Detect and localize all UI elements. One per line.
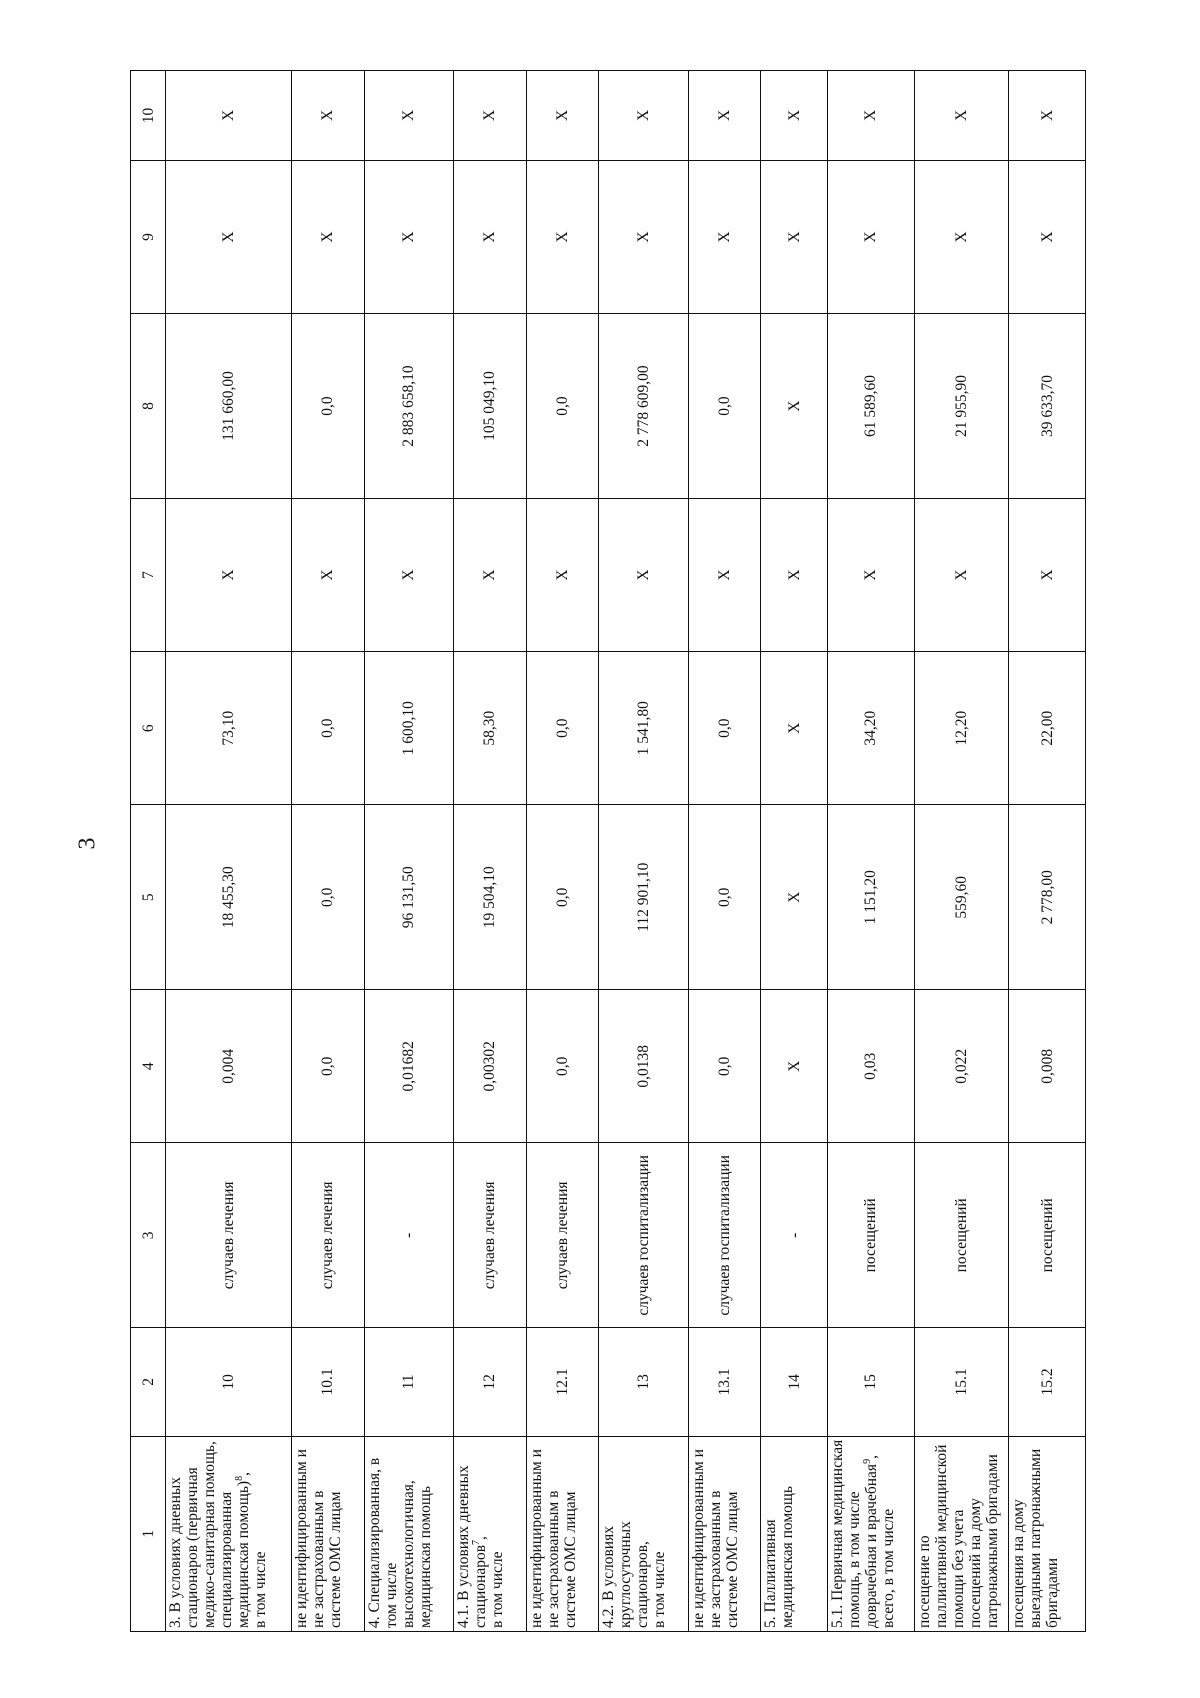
page-number: 3 bbox=[74, 837, 101, 850]
table-cell-col-5: 0,0 bbox=[526, 805, 599, 990]
row-label-cell bbox=[1009, 1436, 1086, 1631]
table-cell-col-7: Х bbox=[761, 498, 827, 651]
table-row bbox=[166, 71, 292, 1632]
table-cell-col-9: Х bbox=[526, 160, 599, 313]
table-cell-col-8: 0,0 bbox=[526, 314, 599, 499]
footnote-ref: 8 bbox=[233, 1475, 245, 1481]
row-label-cell bbox=[291, 1436, 364, 1631]
table-cell-col-2: 11 bbox=[364, 1328, 454, 1436]
table-cell-col-4: 0,004 bbox=[166, 990, 292, 1143]
table-cell-col-8: 61 589,60 bbox=[827, 314, 915, 499]
table-cell-col-3: случаев госпитализации bbox=[599, 1143, 689, 1328]
table-cell-col-10: Х bbox=[291, 71, 364, 161]
table-cell-col-9: Х bbox=[915, 160, 1009, 313]
table-cell-col-6: 73,10 bbox=[166, 652, 292, 805]
table-cell-col-7: Х bbox=[454, 498, 527, 651]
table-cell-col-6: 12,20 bbox=[915, 652, 1009, 805]
table-cell-col-6: 58,30 bbox=[454, 652, 527, 805]
table-cell-col-4: 0,00302 bbox=[454, 990, 527, 1143]
table-cell-col-10: Х bbox=[1009, 71, 1086, 161]
table-cell-col-2: 14 bbox=[761, 1328, 827, 1436]
row-label-cell bbox=[827, 1436, 915, 1631]
table-row bbox=[1009, 71, 1086, 1632]
table-cell-col-6: 0,0 bbox=[526, 652, 599, 805]
row-label: 3. В условиях дневных стационаров (первичная медико-санитарная помощь, специализированная медицинская помощь) bbox=[167, 1441, 252, 1628]
row-label: 4.1. В условиях дневных стационаров bbox=[455, 1465, 490, 1628]
table-cell-col-7: Х bbox=[688, 498, 761, 651]
table-cell-col-7: Х bbox=[1009, 498, 1086, 651]
table-cell-col-4: 0,01682 bbox=[364, 990, 454, 1143]
table-row bbox=[291, 71, 364, 1632]
column-header-1: 1 bbox=[131, 1436, 166, 1631]
table-cell-col-8: 0,0 bbox=[291, 314, 364, 499]
table-cell-col-3: посещений bbox=[827, 1143, 915, 1328]
table-cell-col-8: 21 955,90 bbox=[915, 314, 1009, 499]
row-label: 4.2. В условиях круглосуточных стационаров, bbox=[600, 1521, 652, 1628]
row-label: не идентифицированным и не застрахованным в системе ОМС лицам bbox=[689, 1449, 741, 1628]
row-label-cell bbox=[599, 1436, 689, 1631]
table-cell-col-10: Х bbox=[454, 71, 527, 161]
table-cell-col-8: 2 778 609,00 bbox=[599, 314, 689, 499]
table-cell-col-6: Х bbox=[761, 652, 827, 805]
column-header-4: 4 bbox=[131, 990, 166, 1143]
table-cell-col-10: Х bbox=[364, 71, 454, 161]
table-cell-col-5: 1 151,20 bbox=[827, 805, 915, 990]
table-cell-col-6: 1 541,80 bbox=[599, 652, 689, 805]
table-cell-col-5: 2 778,00 bbox=[1009, 805, 1086, 990]
table-cell-col-6: 0,0 bbox=[291, 652, 364, 805]
table-cell-col-5: 0,0 bbox=[291, 805, 364, 990]
table-cell-col-5: 96 131,50 bbox=[364, 805, 454, 990]
table-cell-col-7: Х bbox=[364, 498, 454, 651]
table-cell-col-5: 112 901,10 bbox=[599, 805, 689, 990]
table-row bbox=[688, 71, 761, 1632]
row-label-cell bbox=[915, 1436, 1009, 1631]
column-header-8: 8 bbox=[131, 314, 166, 499]
table-cell-col-3: случаев лечения bbox=[526, 1143, 599, 1328]
column-header-7: 7 bbox=[131, 498, 166, 651]
table-cell-col-5: 18 455,30 bbox=[166, 805, 292, 990]
table-row bbox=[599, 71, 689, 1632]
table-cell-col-9: Х bbox=[688, 160, 761, 313]
table-cell-col-6: 22,00 bbox=[1009, 652, 1086, 805]
row-label-cell bbox=[688, 1436, 761, 1631]
table-cell-col-10: Х bbox=[526, 71, 599, 161]
table-cell-col-6: 0,0 bbox=[688, 652, 761, 805]
table-cell-col-3: - bbox=[761, 1143, 827, 1328]
table-cell-col-9: Х bbox=[1009, 160, 1086, 313]
table-row bbox=[827, 71, 915, 1632]
table-cell-col-2: 10 bbox=[166, 1328, 292, 1436]
row-label: посещения на дому выездными патронажными бригадами bbox=[1010, 1448, 1062, 1628]
table-cell-col-8: 131 660,00 bbox=[166, 314, 292, 499]
table-cell-col-9: Х bbox=[364, 160, 454, 313]
header-row bbox=[131, 71, 166, 1632]
table-row bbox=[526, 71, 599, 1632]
column-header-10: 10 bbox=[131, 71, 166, 161]
table-cell-col-2: 10.1 bbox=[291, 1328, 364, 1436]
table-cell-col-10: Х bbox=[915, 71, 1009, 161]
row-label-cell bbox=[364, 1436, 454, 1631]
row-label: 5.1. Первичная медицинская помощь, в том числе доврачебная и врачебная bbox=[828, 1439, 880, 1628]
table-cell-col-6: 34,20 bbox=[827, 652, 915, 805]
table-cell-col-4: 0,022 bbox=[915, 990, 1009, 1143]
table-cell-col-7: Х bbox=[599, 498, 689, 651]
row-label-suffix: , bbox=[235, 1472, 252, 1476]
table-cell-col-2: 15.2 bbox=[1009, 1328, 1086, 1436]
table-cell-col-3: случаев госпитализации bbox=[688, 1143, 761, 1328]
rotated-table-container bbox=[130, 70, 1086, 1632]
row-label-cell bbox=[166, 1436, 292, 1631]
table-cell-col-7: Х bbox=[166, 498, 292, 651]
row-label-cell bbox=[761, 1436, 827, 1631]
table-cell-col-8: 2 883 658,10 bbox=[364, 314, 454, 499]
row-label-suffix: , bbox=[862, 1455, 880, 1459]
table-cell-col-2: 15 bbox=[827, 1328, 915, 1436]
table-cell-col-2: 12.1 bbox=[526, 1328, 599, 1436]
row-label-tail: всего, в том числе bbox=[879, 1508, 897, 1628]
table-row bbox=[761, 71, 827, 1632]
table-cell-col-9: Х bbox=[454, 160, 527, 313]
table-cell-col-8: 0,0 bbox=[688, 314, 761, 499]
row-label-tail: в том числе bbox=[651, 1551, 669, 1628]
row-label-tail: в том числе bbox=[252, 1551, 269, 1628]
table-cell-col-8: Х bbox=[761, 314, 827, 499]
column-header-6: 6 bbox=[131, 652, 166, 805]
row-label-cell bbox=[526, 1436, 599, 1631]
row-label-suffix: , bbox=[472, 1536, 490, 1540]
data-table bbox=[130, 70, 1086, 1632]
table-cell-col-10: Х bbox=[599, 71, 689, 161]
table-cell-col-4: 0,0 bbox=[291, 990, 364, 1143]
table-cell-col-5: 0,0 bbox=[688, 805, 761, 990]
table-cell-col-10: Х bbox=[166, 71, 292, 161]
row-label: не идентифицированным и не застрахованным в системе ОМС лицам bbox=[292, 1449, 344, 1628]
table-cell-col-4: Х bbox=[761, 990, 827, 1143]
table-cell-col-2: 15.1 bbox=[915, 1328, 1009, 1436]
table-cell-col-9: Х bbox=[291, 160, 364, 313]
table-cell-col-7: Х bbox=[915, 498, 1009, 651]
table-cell-col-7: Х bbox=[291, 498, 364, 651]
footnote-ref: 7 bbox=[470, 1539, 482, 1545]
table-cell-col-3: случаев лечения bbox=[166, 1143, 292, 1328]
table-cell-col-4: 0,03 bbox=[827, 990, 915, 1143]
column-header-2: 2 bbox=[131, 1328, 166, 1436]
table-cell-col-3: случаев лечения bbox=[454, 1143, 527, 1328]
row-label: посещение по паллиативной медицинской помощи без учета посещений на дому патронажными бригадами bbox=[916, 1444, 1002, 1628]
table-cell-col-5: 559,60 bbox=[915, 805, 1009, 990]
table-cell-col-2: 13 bbox=[599, 1328, 689, 1436]
row-label-cell bbox=[454, 1436, 527, 1631]
table-cell-col-3: - bbox=[364, 1143, 454, 1328]
table-row bbox=[364, 71, 454, 1632]
table-cell-col-5: Х bbox=[761, 805, 827, 990]
table-cell-col-3: посещений bbox=[915, 1143, 1009, 1328]
table-cell-col-4: 0,0138 bbox=[599, 990, 689, 1143]
row-label: 4. Специализированная, в том числе высокотехнологичная, медицинская помощь bbox=[365, 1457, 434, 1628]
column-header-3: 3 bbox=[131, 1143, 166, 1328]
table-cell-col-2: 12 bbox=[454, 1328, 527, 1436]
table-cell-col-3: случаев лечения bbox=[291, 1143, 364, 1328]
column-header-9: 9 bbox=[131, 160, 166, 313]
table-row bbox=[454, 71, 527, 1632]
table-cell-col-8: 105 049,10 bbox=[454, 314, 527, 499]
table-cell-col-9: Х bbox=[761, 160, 827, 313]
table-cell-col-2: 13.1 bbox=[688, 1328, 761, 1436]
row-label: не идентифицированным и не застрахованным в системе ОМС лицам bbox=[527, 1449, 579, 1628]
table-cell-col-3: посещений bbox=[1009, 1143, 1086, 1328]
table-cell-col-5: 19 504,10 bbox=[454, 805, 527, 990]
table-cell-col-9: Х bbox=[827, 160, 915, 313]
footnote-ref: 9 bbox=[861, 1458, 873, 1464]
table-cell-col-9: Х bbox=[166, 160, 292, 313]
table-cell-col-9: Х bbox=[599, 160, 689, 313]
table-body bbox=[166, 71, 1086, 1632]
table-cell-col-4: 0,0 bbox=[688, 990, 761, 1143]
table-cell-col-10: Х bbox=[761, 71, 827, 161]
table-cell-col-7: Х bbox=[827, 498, 915, 651]
column-header-5: 5 bbox=[131, 805, 166, 990]
table-cell-col-4: 0,0 bbox=[526, 990, 599, 1143]
table-cell-col-10: Х bbox=[688, 71, 761, 161]
table-cell-col-4: 0,008 bbox=[1009, 990, 1086, 1143]
row-label-tail: в том числе bbox=[489, 1551, 507, 1628]
table-cell-col-6: 1 600,10 bbox=[364, 652, 454, 805]
row-label: 5. Паллиативная медицинская помощь bbox=[762, 1486, 797, 1628]
table-cell-col-8: 39 633,70 bbox=[1009, 314, 1086, 499]
table-cell-col-7: Х bbox=[526, 498, 599, 651]
table-row bbox=[915, 71, 1009, 1632]
table-cell-col-10: Х bbox=[827, 71, 915, 161]
